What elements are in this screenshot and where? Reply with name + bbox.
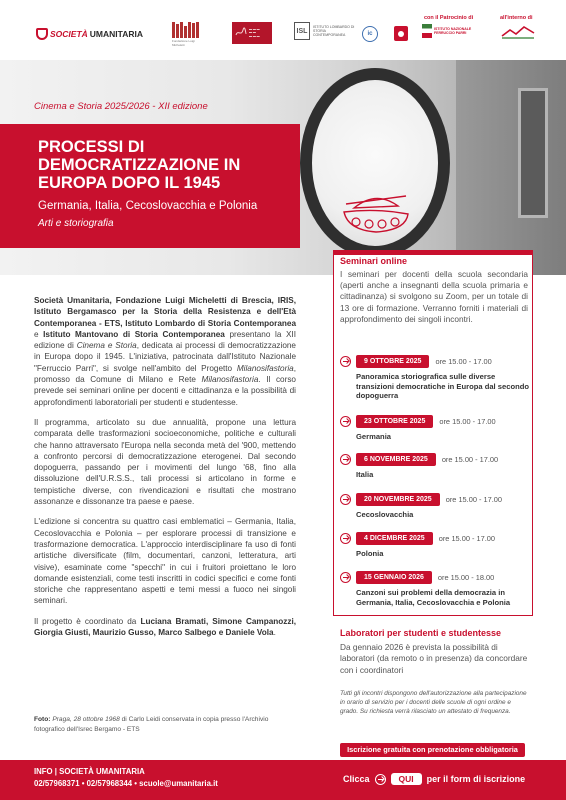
arrow-circle-icon: [340, 416, 351, 427]
arrow-circle-icon: [340, 533, 351, 544]
free-enrollment-banner: Iscrizione gratuita con prenotazione obbligatoria: [340, 743, 525, 757]
milanosifastoria-square-icon: [394, 26, 408, 41]
registration-cta: [343, 773, 525, 785]
istituto-parri-logo: [422, 24, 478, 38]
seminar-date: 20 NOVEMBRE 2025: [356, 493, 440, 506]
seminar-time: ore 15.00 - 17.00: [439, 416, 496, 426]
seminar-date: 9 OTTOBRE 2025: [356, 355, 429, 368]
seminar-date: 23 OTTOBRE 2025: [356, 415, 433, 428]
seminar-date: 4 DICEMBRE 2025: [356, 532, 433, 545]
isl-box: ISL: [294, 22, 310, 40]
seminar-item: [340, 531, 530, 559]
seminar-title: Italia: [356, 470, 374, 479]
description-column: [34, 295, 296, 647]
islsc-logo: [294, 22, 355, 40]
edition-paragraph: L'edizione si concentra su quattro casi emblematici – Germania, Italia, Cecoslovacchia e Polonia – per esplorare processi di transizione e trasformazione democratica. L'approccio interdisciplinare fa uso di fonti artistiche diversificate (film, documentari, canzoni, letteratura, arti visive), esaminate come "specchi" in cui i fruitori proiettano le loro domande esistenziali, come testi inscritti in codici specifici e come fonti storiche che rappresentano aspetti e temi messi a fuoco nei singoli seminari.: [34, 517, 296, 606]
labs-heading: Laboratori per studenti e studentesse: [340, 628, 502, 638]
seminar-item: [340, 570, 530, 607]
seminar-time: ore 15.00 - 17.00: [435, 356, 492, 366]
seminar-item: [340, 354, 530, 401]
coordinators-paragraph: Il progetto è coordinato da Luciana Bramati, Simone Campanozzi, Giorgia Giusti, Maurizio Gusso, Marco Salbego e Daniele Vola.: [34, 616, 296, 638]
logo-su-brand-2: UMANITARIA: [89, 29, 143, 39]
parri-text: ISTITUTO NAZIONALE FERRUCCIO PARRI: [434, 26, 472, 35]
page-subtitle: Germania, Italia, Cecoslovacchia e Polonia: [38, 200, 258, 212]
societa-umanitaria-logo: [36, 28, 143, 40]
patrocinio-label: con il Patrocinio di: [424, 15, 474, 21]
isrec-scribble-icon: [235, 27, 247, 39]
seminar-item: [340, 492, 530, 520]
seminar-time: ore 15.00 - 18.00: [437, 572, 495, 582]
seminar-title: Canzoni sui problemi della democrazia in Germania, Italia, Cecoslovacchia e Polonia: [356, 588, 511, 607]
isrec-bergamo-logo: ▬ ▬ ▬ ▬ ▬ ▬ ▬ ▬: [232, 22, 272, 44]
tank-drawing-icon: [336, 186, 416, 246]
cta-text-after: per il form di iscrizione: [426, 774, 526, 784]
arrow-circle-icon: [340, 494, 351, 505]
seminar-title: Cecoslovacchia: [356, 510, 414, 519]
societa-umanitaria-mark-icon: [36, 28, 48, 40]
intro-paragraph: Società Umanitaria, Fondazione Luigi Micheletti di Brescia, IRIS, Istituto Bergamasco per la Storia della Resistenza e dell'Età Contemporanea - ETS, Istituto Lombardo di Storia Contemporanea e Istituto Mantovano di Storia Contemporanea presentano la XII edizione di Cinema e Storia, dedicata ai processi di democratizzazione in Europa dopo il 1945. L'iniziativa, patrocinata dall'Istituto Nazionale "Ferruccio Parri", si svolge nell'ambito del Progetto Milanosifastoria, promosso da Comune di Milano e Rete Milanosifastoria. Il corso prevede sei seminari online per docenti e cittadinanza e la possibilità di approfondimenti laboratoriali per studenti e studentesse.: [34, 296, 296, 407]
arrow-circle-icon: [375, 774, 386, 785]
edition-label: Cinema e Storia 2025/2026 - XII edizione: [34, 101, 208, 112]
footer-contacts[interactable]: 02/57968371 • 02/57968344 • scuole@umanitaria.it: [34, 779, 218, 788]
building-window: [518, 88, 548, 218]
seminar-item: [340, 414, 530, 442]
arrow-circle-icon: [340, 572, 351, 583]
page-tagline: Arti e storiografia: [38, 218, 114, 229]
seminar-title: Polonia: [356, 549, 384, 558]
logo-su-brand-1: SOCIETÀ: [50, 29, 88, 39]
photo-credit: Foto: Praga, 28 ottobre 1968 di Carlo Leidi conservata in copia presso l'Archivio fotografico dell'Isrec Bergamo - ETS: [34, 716, 269, 733]
labs-text: Da gennaio 2026 è prevista la possibilità di laboratori (da remoto o in presenza) da concordare con i coordinatori: [340, 642, 528, 675]
seminar-title: Germania: [356, 432, 392, 441]
seminar-time: ore 15.00 - 17.00: [445, 494, 502, 504]
partner-logos: [0, 0, 566, 56]
registration-form-link[interactable]: QUI: [391, 773, 422, 785]
seminar-date: 6 NOVEMBRE 2025: [356, 453, 436, 466]
seminar-time: ore 15.00 - 17.00: [441, 454, 499, 464]
italian-flag-icon: [422, 24, 432, 38]
fondazione-micheletti-logo: [172, 22, 208, 47]
program-paragraph: Il programma, articolato su due annualità, propone una lettura comparata delle trasformazioni socioeconomiche, politiche e culturali che hanno attraversato l'Europa nella seconda metà del '900, mettendo a confronto percorsi di democratizzazione eterogenei. Dal secondo dopoguerra, passando per i movimenti del lungo '68, fino alla dissoluzione dell'U.R.S.S., tali processi si articolano in forme e tempistiche diverse, con rivendicazioni e risultati che mostrano assonanze e dissonanze tra paese e paese.: [34, 417, 296, 507]
arrow-circle-icon: [340, 454, 351, 465]
seminar-date: 15 GENNAIO 2026: [356, 571, 432, 584]
seminars-heading: Seminari online: [340, 256, 408, 266]
footer-info-label: INFO | SOCIETÀ UMANITARIA: [34, 767, 145, 776]
seminar-title: Panoramica storiografica sulle diverse transizioni democratiche in Europa dal secondo dopoguerra: [356, 372, 530, 401]
milanosifastoria-logo: [500, 24, 536, 40]
seminar-time: ore 15.00 - 17.00: [438, 533, 495, 543]
arrow-circle-icon: [340, 356, 351, 367]
page-title: PROCESSI DI DEMOCRATIZZAZIONE IN EUROPA DOPO IL 1945: [38, 138, 241, 192]
seminar-item: [340, 452, 530, 480]
micheletti-bars-icon: [172, 22, 208, 38]
isl-text: ISTITUTO LOMBARDO DI STORIA CONTEMPORANEA: [313, 24, 355, 38]
ic-logo: ic: [362, 26, 378, 42]
seminars-intro: I seminari per docenti della scuola secondaria (aperti anche a insegnanti della scuola primaria e cittadinanza) si svolgono su Zoom, per un totale di 13 ore di formazione. Verranno forniti i materiali di approfondimento dei singoli incontri.: [340, 269, 528, 324]
interno-label: all'interno di: [500, 15, 533, 21]
cta-text-before: Clicca: [343, 774, 370, 784]
micheletti-text: Fondazione Luigi Micheletti: [172, 39, 195, 47]
labs-note: Tutti gli incontri dispongono dell'autorizzazione alla partecipazione in orario di servizio per i docenti delle scuole di ogni ordine e grado. Su richiesta verrà rilasciato un attestato di frequenza.: [340, 690, 527, 715]
